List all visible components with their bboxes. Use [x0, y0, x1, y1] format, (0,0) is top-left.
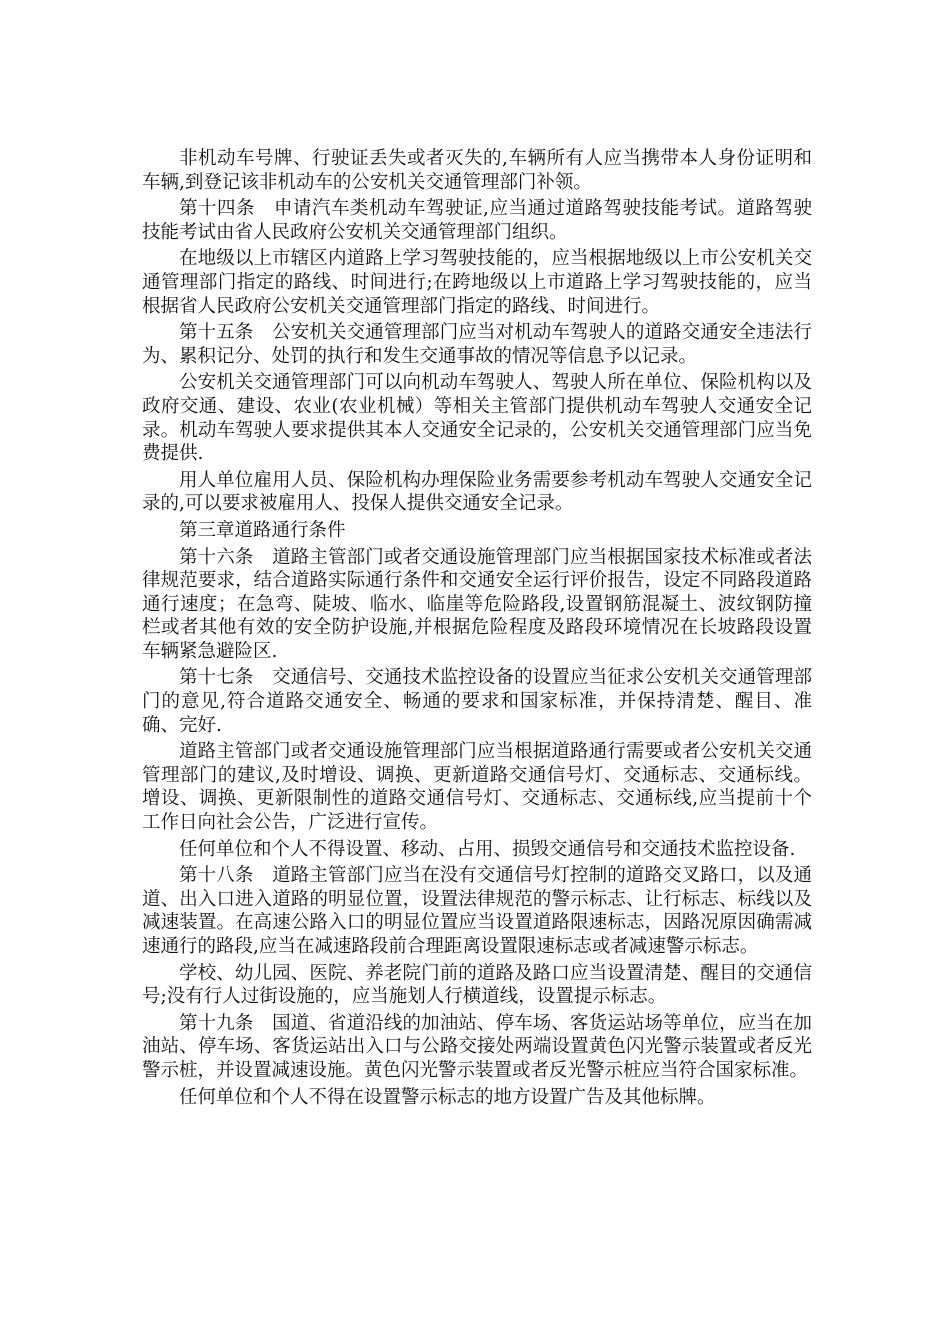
document-body: [142, 147, 812, 1112]
paragraph-driving-practice-routes: 在地级以上市辖区内道路上学习驾驶技能的，应当根据地级以上市公安机关交通管理部门指定的路线、时间进行;在跨地级以上市道路上学习驾驶技能的，应当根据省人民政府公安机关交通管理部门指定的路线、时间进行。: [142, 248, 812, 317]
paragraph-school-crossings: 学校、幼儿园、医院、养老院门前的道路及路口应当设置清楚、醒目的交通信号;没有行人过街设施的，应当施划人行横道线，设置提示标志。: [142, 962, 812, 1008]
paragraph-license-plate-loss: 非机动车号牌、行驶证丢失或者灭失的,车辆所有人应当携带本人身份证明和车辆,到登记该非机动车的公安机关交通管理部门补领。: [142, 148, 812, 193]
paragraph-no-tampering: 任何单位和个人不得设置、移动、占用、损毁交通信号和交通技术监控设备.: [179, 838, 796, 860]
paragraph-employer-insurer-records: 用人单位雇用人员、保险机构办理保险业务需要参考机动车驾驶人交通安全记录的,可以要求被雇用人、投保人提供交通安全记录。: [142, 469, 812, 515]
paragraph-safety-record-provision: 公安机关交通管理部门可以向机动车驾驶人、驾驶人所在单位、保险机构以及政府交通、建设、农业(农业机械）等相关主管部门提供机动车驾驶人交通安全记录。机动车驾驶人要求提供其本人交通安全记录的，公安机关交通管理部门应当免费提供.: [142, 372, 812, 465]
paragraph-article-16: 第十六条 道路主管部门或者交通设施管理部门应当根据国家技术标准或者法律规范要求，结合道路实际通行条件和交通安全运行评价报告，设定不同路段道路通行速度；在急弯、陡坡、临水、临崖等危险路段,设置钢筋混凝土、波纹钢防撞栏或者其他有效的安全防护设施,并根据危险程度及路段环境情况在长坡路段设置车辆紧急避险区.: [142, 546, 812, 662]
paragraph-article-15: 第十五条 公安机关交通管理部门应当对机动车驾驶人的道路交通安全违法行为、累积记分、处罚的执行和发生交通事故的情况等信息予以记录。: [142, 322, 812, 367]
paragraph-signal-updates: 道路主管部门或者交通设施管理部门应当根据道路通行需要或者公安机关交通管理部门的建议,及时增设、调换、更新道路交通信号灯、交通标志、交通标线。增设、调换、更新限制性的道路交通信号灯、交通标志、交通标线,应当提前十个工作日向社会公告，广泛进行宣传。: [142, 741, 812, 834]
paragraph-article-14: 第十四条 申请汽车类机动车驾驶证,应当通过道路驾驶技能考试。道路驾驶技能考试由省人民政府公安机关交通管理部门组织。: [142, 198, 812, 243]
chapter-heading: 第三章道路通行条件: [179, 519, 346, 541]
paragraph-article-18: 第十八条 道路主管部门应当在没有交通信号灯控制的道路交叉路口，以及通道、出入口进入道路的明显位置，设置法律规范的警示标志、让行标志、标线以及减速装置。在高速公路入口的明显位置应当设置道路限速标志，因路况原因确需减速通行的路段,应当在减速路段前合理距离设置限速标志或者减速警示标志。: [142, 865, 812, 957]
paragraph-article-17: 第十七条 交通信号、交通技术监控设备的设置应当征求公安机关交通管理部门的意见,符合道路交通安全、畅通的要求和国家标准，并保持清楚、醒目、准确、完好.: [142, 667, 812, 736]
paragraph-no-advertising: 任何单位和个人不得在设置警示标志的地方设置广告及其他标牌。: [179, 1086, 716, 1108]
paragraph-article-19: 第十九条 国道、省道沿线的加油站、停车场、客货运站场等单位，应当在加油站、停车场、客货运站出入口与公路交接处两端设置黄色闪光警示装置或者反光警示桩，并设置减速设施。黄色闪光警示装置或者反光警示桩应当符合国家标准。: [142, 1012, 812, 1081]
